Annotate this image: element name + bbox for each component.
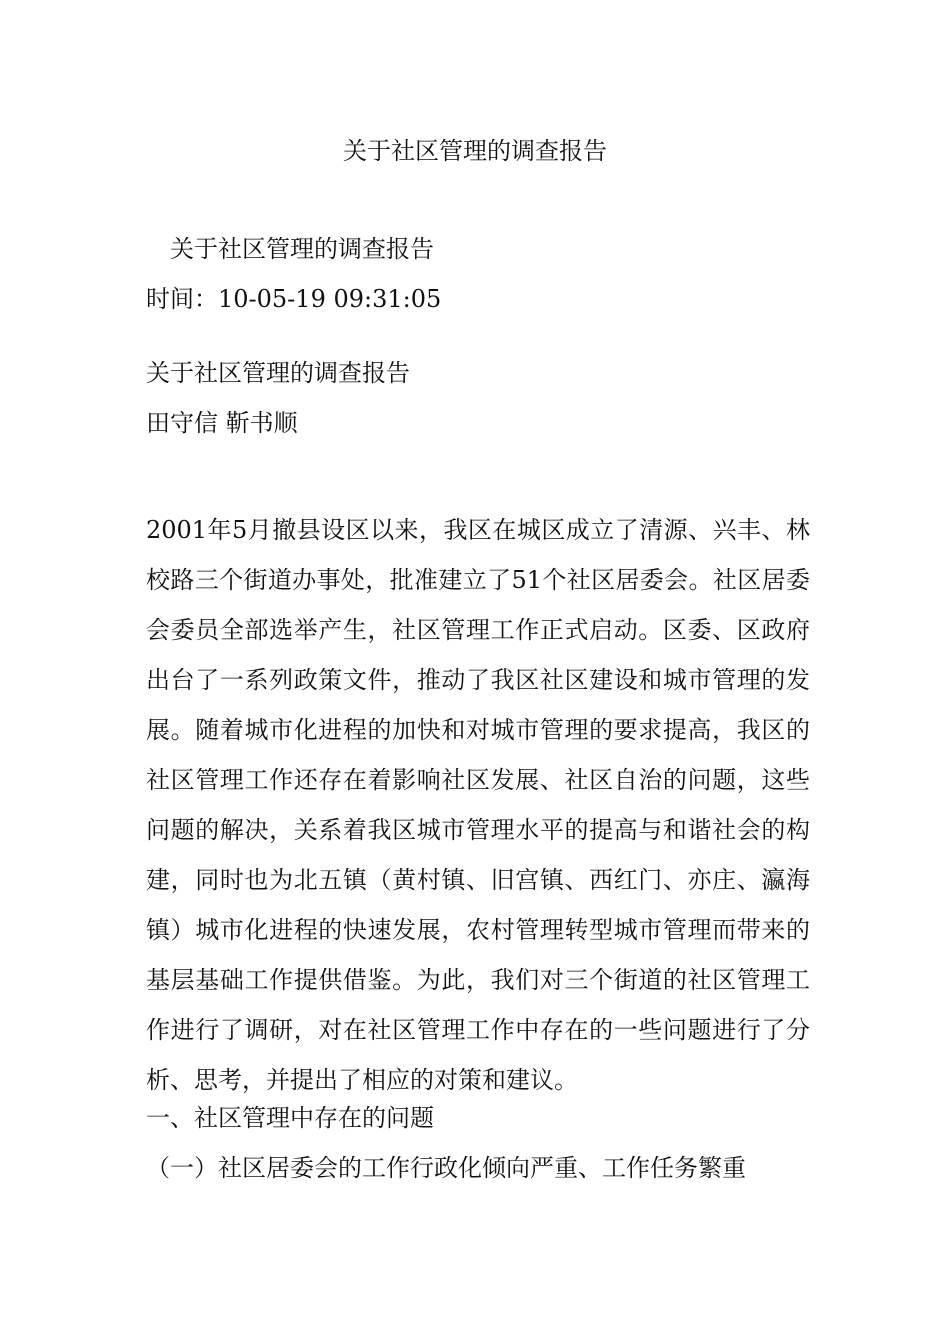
publish-time: 时间：10-05-19 09:31:05	[146, 285, 442, 313]
report-authors: 田守信 靳书顺	[146, 409, 298, 437]
report-title-repeat: 关于社区管理的调查报告	[146, 359, 410, 387]
subsection-heading-1: （一）社区居委会的工作行政化倾向严重、工作任务繁重	[146, 1154, 746, 1182]
document-subtitle: 关于社区管理的调查报告	[170, 235, 434, 263]
document-title: 关于社区管理的调查报告	[343, 137, 607, 165]
intro-paragraph: 2001年5月撤县设区以来，我区在城区成立了清源、兴丰、林校路三个街道办事处，批准建立了51个社区居委会。社区居委会委员全部选举产生，社区管理工作正式启动。区委、区政府出台了一系列政策文件，推动了我区社区建设和城市管理的发展。随着城市化进程的加快和对城市管理的要求提高，我区的社区管理工作还存在着影响社区发展、社区自治的问题，这些问题的解决，关系着我区城市管理水平的提高与和谐社会的构建，同时也为北五镇（黄村镇、旧宫镇、西红门、亦庄、瀛海镇）城市化进程的快速发展，农村管理转型城市管理而带来的基层基础工作提供借鉴。为此，我们对三个街道的社区管理工作进行了调研，对在社区管理工作中存在的一些问题进行了分析、思考，并提出了相应的对策和建议。	[146, 516, 810, 1094]
section-heading-1: 一、社区管理中存在的问题	[146, 1104, 434, 1132]
